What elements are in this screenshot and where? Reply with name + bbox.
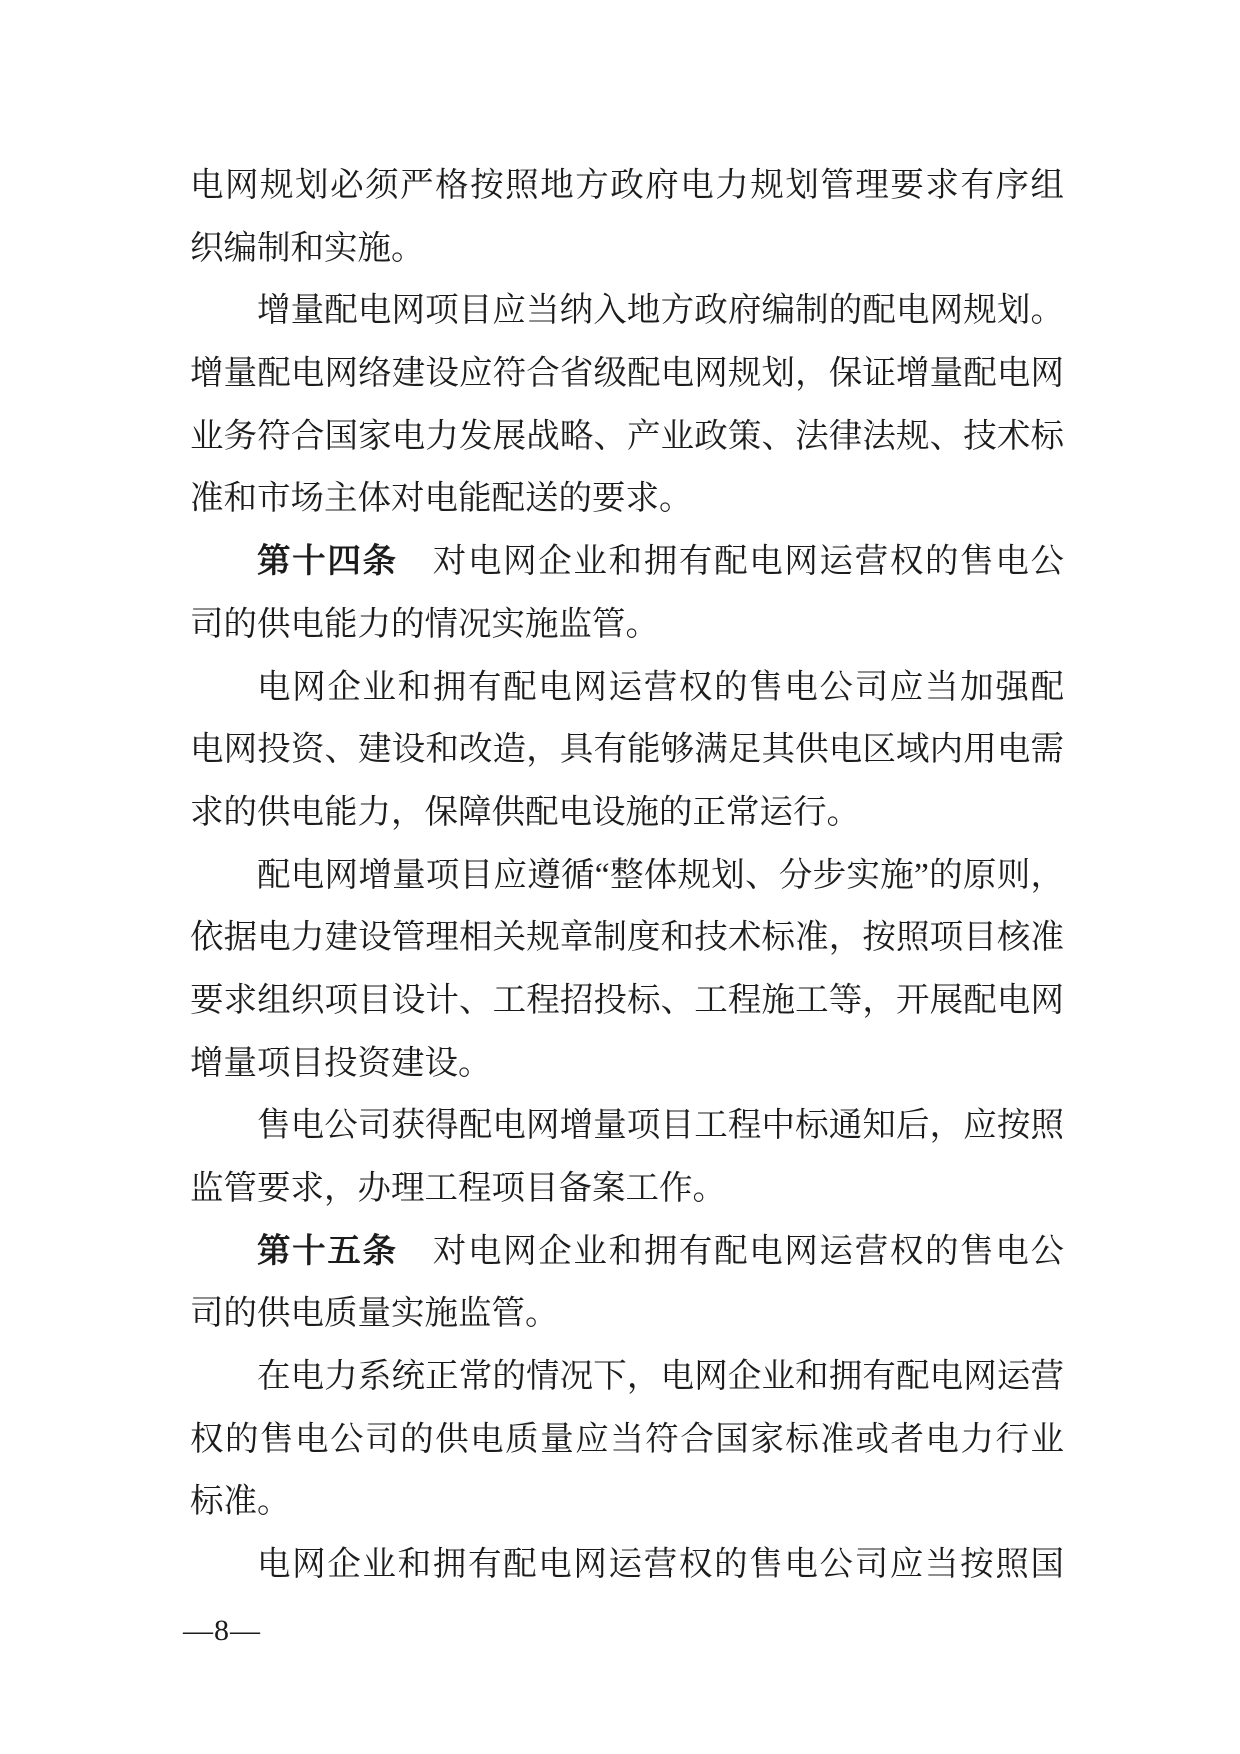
text-line: 织编制和实施。: [190, 229, 425, 267]
text-line: 依据电力建设管理相关规章制度和技术标准，按照项目核准: [190, 919, 1064, 957]
paragraph: [190, 1534, 1064, 1597]
paragraph: [190, 845, 1064, 1096]
bold-heading: 第十五条: [257, 1232, 398, 1270]
text-line: 权的售电公司的供电质量应当符合国家标准或者电力行业: [190, 1420, 1064, 1458]
text-line: 第十五条 对电网企业和拥有配电网运营权的售电公: [257, 1232, 1065, 1270]
paragraph: [190, 1346, 1064, 1534]
text-line: 在电力系统正常的情况下，电网企业和拥有配电网运营: [257, 1358, 1064, 1396]
text-line: 司的供电质量实施监管。: [190, 1295, 559, 1333]
text-line: 求的供电能力，保障供配电设施的正常运行。: [190, 793, 860, 831]
paragraph: [190, 1095, 1064, 1220]
text-line: 业务符合国家电力发展战略、产业政策、法律法规、技术标: [190, 417, 1064, 455]
text-line: 电网规划必须严格按照地方政府电力规划管理要求有序组: [190, 167, 1064, 204]
paragraph: [190, 531, 1064, 656]
text-line: 准和市场主体对电能配送的要求。: [190, 480, 693, 518]
paragraph: [190, 280, 1064, 531]
text-line: 司的供电能力的情况实施监管。: [190, 605, 659, 643]
text-block: [190, 155, 1064, 1597]
text-line: 要求组织项目设计、工程招投标、工程施工等，开展配电网: [190, 981, 1064, 1019]
text-line: 增量配电网项目应当纳入地方政府编制的配电网规划。: [257, 292, 1064, 330]
text-line: 监管要求，办理工程项目备案工作。: [190, 1170, 726, 1207]
paragraph: [190, 657, 1064, 845]
text-line: 电网企业和拥有配电网运营权的售电公司应当加强配: [257, 668, 1064, 706]
paragraph: [190, 155, 1064, 280]
text-line: 电网企业和拥有配电网运营权的售电公司应当按照国: [257, 1546, 1064, 1584]
bold-heading: 第十四条: [257, 543, 398, 581]
page-number: —8—: [183, 1614, 261, 1647]
text-line: 配电网增量项目应遵循“整体规划、分步实施”的原则，: [257, 856, 1064, 894]
text-line: 标准。: [190, 1483, 291, 1521]
text-line: 售电公司获得配电网增量项目工程中标通知后，应按照: [257, 1107, 1064, 1145]
text-line: 电网投资、建设和改造，具有能够满足其供电区域内用电需: [190, 731, 1064, 769]
text-line: 第十四条 对电网企业和拥有配电网运营权的售电公: [257, 543, 1065, 581]
text-line: 增量配电网络建设应符合省级配电网规划，保证增量配电网: [190, 355, 1064, 393]
paragraph: [190, 1221, 1064, 1346]
text-line: 增量项目投资建设。: [190, 1044, 492, 1082]
